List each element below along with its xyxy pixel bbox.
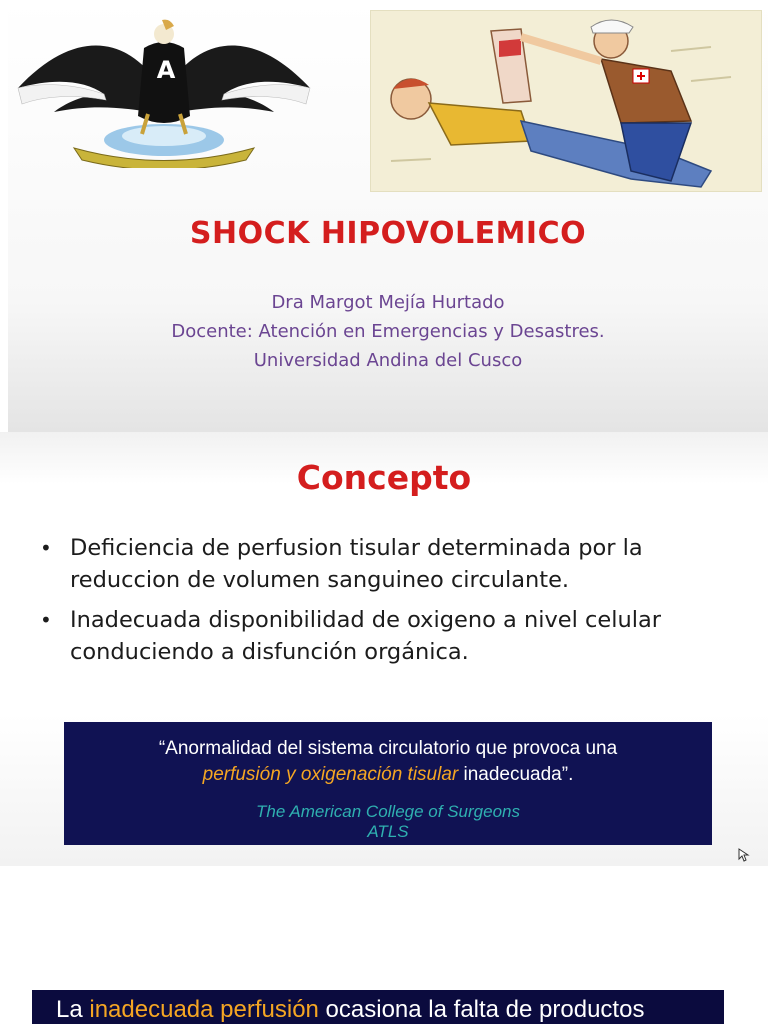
slide-title: SHOCK HIPOVOLEMICO [189,216,587,251]
mouse-cursor-icon [738,848,750,862]
next-slide-text [56,996,644,1024]
quote-source-org: The American College of Surgeons [256,802,520,821]
quote-text [64,736,712,788]
next-slide-rest: ocasiona la falta de productos [318,996,645,1023]
next-slide-highlight: inadecuada perfusión [89,996,319,1023]
quote-line-2 [64,762,712,788]
title-slide [8,0,768,432]
quote-highlight: perfusión y oxigenación tisular [202,764,459,785]
concept-title: Concepto [296,458,472,497]
quote-line-1: “Anormalidad del sistema circulatorio que provoca una [158,738,618,759]
emblem-letter: A [156,56,176,84]
bullet-item [40,532,740,596]
atls-quote-box [64,722,712,845]
quote-line-2-rest: inadecuada”. [458,764,574,785]
bullet-item [40,604,740,668]
bullet-icon: • [40,536,52,560]
bullet-text: Deficiencia de perfusion tisular determinada por la reduccion de volumen sanguineo circulante. [70,535,643,593]
concept-slide [0,432,768,866]
first-aid-illustration [370,10,762,192]
author-institution: Universidad Andina del Cusco [253,350,523,371]
concept-bullet-list [40,532,740,676]
quote-source [64,802,712,842]
eagle-emblem-icon [14,8,314,168]
next-slide-prefix: La [56,996,90,1023]
bullet-icon: • [40,608,52,632]
author-name: Dra Margot Mejía Hurtado [271,292,505,313]
bullet-text: Inadecuada disponibilidad de oxigeno a nivel celular conduciendo a disfunción orgánica. [70,607,662,665]
author-role: Docente: Atención en Emergencias y Desastres. [171,321,605,342]
author-block [8,288,768,375]
next-slide-partial [32,990,724,1024]
quote-source-acronym: ATLS [367,822,409,841]
